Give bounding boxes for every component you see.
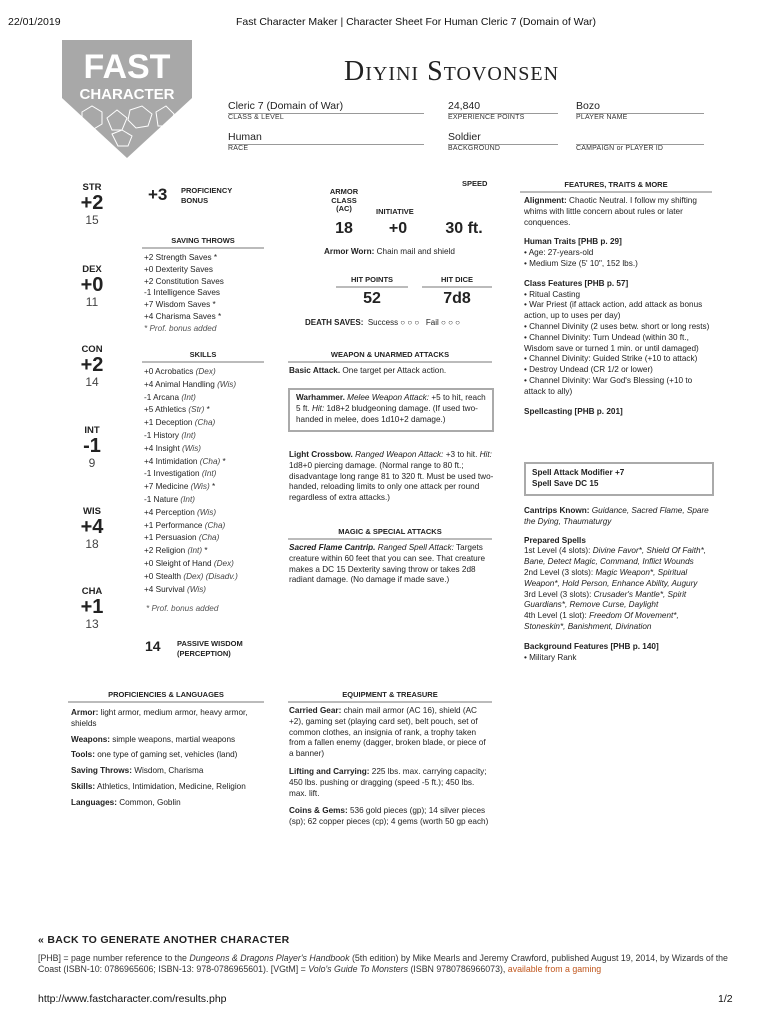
speed-label: SPEED: [462, 179, 488, 188]
ability-str: [72, 182, 112, 227]
ability-score: 18: [85, 537, 99, 551]
skill-item: +4 Survival (Wis): [144, 584, 207, 594]
passive-label: PASSIVE WISDOM (PERCEPTION): [177, 639, 243, 658]
proficiency-item: Skills: Athletics, Intimidation, Medicine, Religion: [71, 781, 246, 791]
saving-throw-item: +2 Strength Saves *: [144, 253, 218, 262]
saving-throws-list: [144, 252, 224, 335]
skill-item: +4 Perception (Wis): [144, 507, 217, 517]
passive-value: 14: [145, 638, 161, 654]
proficiency-item: Armor: light armor, medium armor, heavy armor, shields: [71, 708, 248, 728]
print-date: 22/01/2019: [8, 16, 61, 28]
proficiency-item: Weapons: simple weapons, martial weapons: [71, 734, 236, 744]
success-circles[interactable]: ○ ○ ○: [400, 318, 420, 327]
skill-item: +5 Athletics (Str) *: [144, 405, 210, 415]
saving-throws-title: SAVING THROWS: [142, 236, 264, 249]
skill-item: +4 Intimidation (Cha) *: [144, 456, 226, 466]
class-feature: • Channel Divinity: Guided Strike (+10 to attack): [524, 354, 698, 364]
campaign-label: CAMPAIGN or PLAYER ID: [576, 145, 664, 152]
ac-value: 18: [335, 220, 353, 237]
weapons-title: WEAPON & UNARMED ATTACKS: [288, 350, 492, 363]
background-features-title: Background Features [PHB p. 140]: [524, 641, 659, 651]
xp-value: 24,840: [448, 100, 558, 114]
prepared-level: 3rd Level (3 slots): Crusader's Mantle*, Spirit Guardians*, Remove Curse, Daylight: [524, 589, 687, 610]
skill-item: +4 Animal Handling (Wis): [144, 379, 237, 389]
ability-mod: +2: [80, 192, 104, 214]
skills-note: * Prof. bonus added: [146, 604, 219, 613]
ability-con: [72, 344, 112, 389]
campaign-value: [576, 131, 704, 145]
skill-item: +7 Medicine (Wis) *: [144, 482, 216, 492]
ability-int: [72, 425, 112, 470]
ability-mod: +1: [80, 596, 104, 618]
armor-worn: Armor Worn: Chain mail and shield: [324, 247, 455, 256]
warhammer-box: Warhammer. Melee Weapon Attack: +5 to hit, reach 5 ft. Hit: 1d8+2 bludgeoning damage. (If used two-handed in melee, does 1d10+2 damage.): [288, 388, 494, 432]
proficiencies-content: [71, 708, 267, 814]
ability-name: CHA: [81, 586, 103, 597]
xp-label: EXPERIENCE POINTS: [448, 114, 525, 121]
ability-wis: [72, 506, 112, 551]
skills-title: SKILLS: [142, 350, 264, 363]
player-value: Bozo: [576, 100, 704, 114]
print-page: 1/2: [718, 993, 733, 1005]
ability-name: INT: [84, 425, 100, 436]
spellcasting-title: Spellcasting [PHB p. 201]: [524, 406, 623, 416]
background-value: Soldier: [448, 131, 558, 145]
print-title: Fast Character Maker | Character Sheet For Human Cleric 7 (Domain of War): [236, 16, 597, 28]
equipment-item: Coins & Gems: 536 gold pieces (gp); 14 silver pieces (sp); 62 copper pieces (cp); 4 gems (worth 50 gp each): [289, 806, 489, 827]
proficiency-label: PROFICIENCY BONUS: [181, 186, 233, 205]
skill-item: +0 Sleight of Hand (Dex): [144, 558, 234, 568]
features-content: [524, 196, 714, 417]
skill-item: -1 Investigation (Int): [144, 469, 217, 479]
class-feature: • Channel Divinity (2 uses betw. short or long rests): [524, 321, 710, 331]
prepared-title: Prepared Spells: [524, 535, 586, 545]
magic-attack: Sacred Flame Cantrip. Ranged Spell Attack: Targets creature within 60 feet that you can see. That creature makes a DC 15 Dexterity saving throw or takes 2d8 radiant damage. (No damage if made save.): [289, 543, 486, 585]
ability-mod: +2: [80, 354, 104, 376]
background-feature: • Military Rank: [524, 652, 577, 662]
ability-dex: [72, 264, 112, 309]
ability-cha: [72, 586, 112, 631]
hp-value: 52: [363, 290, 381, 307]
saving-throw-item: +4 Charisma Saves *: [144, 311, 222, 321]
class-level-value: Cleric 7 (Domain of War): [228, 100, 424, 114]
equipment-title: EQUIPMENT & TREASURE: [288, 690, 492, 703]
ability-score: 9: [88, 456, 96, 470]
initiative-value: +0: [388, 220, 408, 237]
ability-score: 15: [85, 213, 99, 227]
class-feature: • Destroy Undead (CR 1/2 or lower): [524, 365, 653, 375]
back-to-generate-link[interactable]: « BACK TO GENERATE ANOTHER CHARACTER: [38, 934, 290, 946]
skill-item: +1 Deception (Cha): [144, 418, 216, 428]
print-url: http://www.fastcharacter.com/results.php: [38, 993, 227, 1005]
ability-name: DEX: [82, 264, 102, 275]
ability-score: 13: [85, 617, 99, 631]
prepared-level: 1st Level (4 slots): Divine Favor*, Shield Of Faith*, Bane, Detect Magic, Command, Inflict Wounds: [524, 546, 707, 567]
spell-stats-box: [524, 462, 714, 496]
basic-attack: Basic Attack. One target per Attack action.: [289, 366, 447, 375]
class-feature: • Ritual Casting: [524, 289, 581, 299]
background-label: BACKGROUND: [448, 145, 501, 152]
proficiency-item: Tools: one type of gaming set, vehicles (land): [71, 750, 238, 760]
gaming-store-link[interactable]: available from a gaming: [507, 964, 602, 974]
fast-character-logo: [62, 40, 192, 158]
class-features-title: Class Features [PHB p. 57]: [524, 278, 629, 288]
player-label: PLAYER NAME: [576, 114, 628, 121]
ability-name: STR: [82, 182, 102, 193]
saving-throw-item: +0 Dexterity Saves: [144, 264, 213, 274]
ac-label: ARMOR CLASS (AC): [329, 187, 359, 213]
hd-value: 7d8: [443, 290, 471, 307]
crossbow-attack: Light Crossbow. Ranged Weapon Attack: +3 to hit. Hit: 1d8+0 piercing damage. (Normal range to 80 ft.; disadvantage long range 81 to 320 ft. Must be used two-handed, reloading limits to only one attack per round regardless of extra attacks.): [289, 450, 494, 503]
equipment-item: Carried Gear: chain mail armor (AC 16), shield (AC +2), gaming set (playing card set), belt pouch, set of common clothes, an insignia of rank, a trophy taken from a fallen enemy (dagger, broken blade, or piece of a banner): [289, 706, 486, 759]
spells-content: [524, 506, 714, 663]
skill-item: +1 Persuasion (Cha): [144, 533, 220, 543]
ability-name: WIS: [83, 506, 101, 517]
skills-list: [144, 366, 238, 596]
prepared-level: 4th Level (1 slot): Freedom Of Movement*, Stoneskin*, Banishment, Divination: [524, 611, 679, 631]
saving-throw-item: +7 Wisdom Saves *: [144, 300, 216, 310]
human-trait: • Age: 27-years-old: [524, 248, 594, 258]
logo-text-fast: FAST: [83, 48, 171, 86]
class-level-label: CLASS & LEVEL: [228, 114, 284, 121]
fail-circles[interactable]: ○ ○ ○: [441, 318, 460, 327]
class-feature: • Channel Divinity: War God's Blessing (+10 to attack to ally): [524, 375, 693, 396]
skill-item: +0 Acrobatics (Dex): [144, 367, 216, 376]
alignment: Alignment: Chaotic Neutral. I follow my shifting whims with little concern about rules or later conquences.: [524, 196, 697, 227]
skill-item: +2 Religion (Int) *: [144, 546, 208, 556]
saving-throw-item: -1 Intelligence Saves: [144, 288, 221, 298]
death-saves: DEATH SAVES: Success ○ ○ ○ Fail ○ ○ ○: [305, 318, 460, 327]
prepared-level: 2nd Level (3 slots): Magic Weapon*, Spiritual Weapon*, Hold Person, Enhance Ability, Augury: [524, 567, 698, 588]
initiative-label: INITIATIVE: [376, 207, 414, 216]
spell-attack-modifier: Spell Attack Modifier +7: [532, 468, 625, 477]
race-value: Human: [228, 131, 424, 145]
ability-mod: +4: [80, 516, 104, 538]
hp-label: HIT POINTS: [336, 275, 408, 288]
saving-throw-note: * Prof. bonus added: [144, 323, 217, 333]
proficiency-item: Saving Throws: Wisdom, Charisma: [71, 766, 204, 776]
proficiency-value: +3: [148, 185, 168, 204]
equipment-item: Lifting and Carrying: 225 lbs. max. carrying capacity; 450 lbs. pushing or dragging (speed -5 ft.); 450 lbs. max. lift.: [289, 766, 487, 798]
spell-save-dc: Spell Save DC 15: [532, 478, 599, 488]
cantrips: Cantrips Known: Guidance, Sacred Flame, Spare the Dying, Thaumaturgy: [524, 506, 709, 526]
proficiency-item: Languages: Common, Goblin: [71, 797, 181, 807]
proficiencies-title: PROFICIENCIES & LANGUAGES: [68, 690, 264, 703]
skill-item: -1 History (Int): [144, 430, 196, 440]
ability-mod: -1: [83, 435, 101, 457]
race-label: RACE: [228, 145, 249, 152]
skill-item: -1 Nature (Int): [144, 494, 195, 504]
ability-score: 14: [85, 375, 99, 389]
ability-mod: +0: [80, 274, 104, 296]
skill-item: +4 Insight (Wis): [144, 443, 202, 453]
skill-item: -1 Arcana (Int): [144, 392, 196, 402]
class-feature: • Channel Divinity: Turn Undead (within 30 ft., Wisdom save or turned 1 min. or until damaged): [524, 332, 699, 353]
human-trait: • Medium Size (5' 10", 152 lbs.): [524, 258, 638, 268]
speed-value: 30 ft.: [445, 220, 483, 237]
human-traits-title: Human Traits [PHB p. 29]: [524, 237, 622, 247]
class-feature: • War Priest (if attack action, add attack as bonus action, up to uses per day): [524, 300, 703, 321]
ability-name: CON: [81, 344, 103, 355]
saving-throw-item: +2 Constitution Saves: [144, 276, 224, 286]
ability-score: 11: [85, 295, 99, 309]
hd-label: HIT DICE: [422, 275, 492, 288]
magic-title: MAGIC & SPECIAL ATTACKS: [288, 527, 492, 540]
features-title: FEATURES, TRAITS & MORE: [520, 180, 712, 193]
logo-text-character: CHARACTER: [79, 86, 175, 103]
equipment-content: [289, 706, 489, 828]
skill-item: +0 Stealth (Dex) (Disadv.): [144, 571, 238, 581]
legend-text: [PHB] = page number reference to the Dungeons & Dragons Player's Handbook (5th edition) by Mike Mearls and Jeremy Crawford, published August 19, 2014, by Wizards of the Coast (ISBN-10: 0786965606; ISBN-13: 978-0786965601). [VGtM] = Volo's Guide To Monsters (ISBN 9780786966073), available from a gaming: [38, 953, 728, 974]
skill-item: +1 Performance (Cha): [144, 520, 226, 530]
character-name: Diyini Stovonsen: [344, 56, 560, 87]
